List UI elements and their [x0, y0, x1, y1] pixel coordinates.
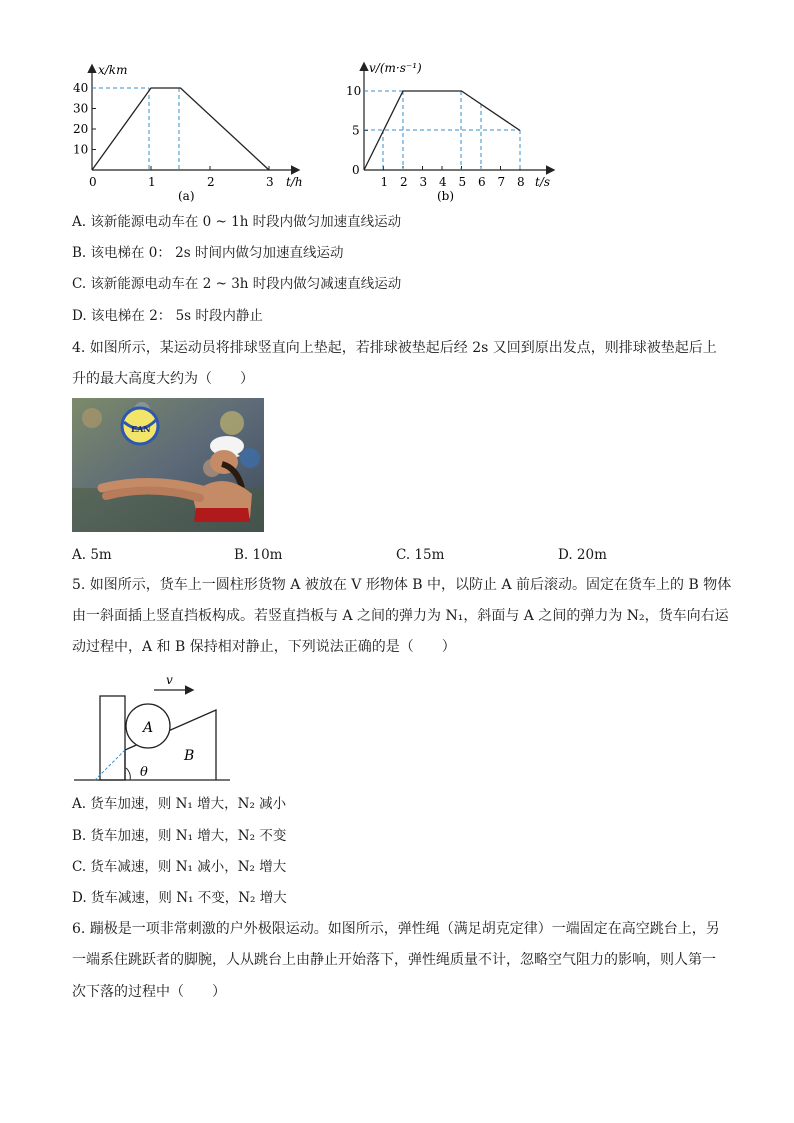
graph-a-ytick-label: 20 [73, 122, 89, 136]
graph-b-caption: (b) [437, 189, 455, 203]
label-a: A [143, 720, 154, 736]
graph-a-xtick-label: 0 [89, 175, 97, 189]
graph-b-xtick-label: 5 [458, 175, 467, 189]
q4-option-d: D. 20m [558, 547, 607, 563]
q4-stem-line2: 升的最大高度大约为（ ） [72, 371, 254, 387]
graph-b-ytick-label: 10 [346, 84, 362, 98]
graph-a-x-label: t/h [286, 175, 303, 189]
q6-stem-line3: 次下落的过程中（ ） [72, 984, 226, 1000]
graph-a-xtick-label: 2 [207, 175, 215, 189]
q4-option-c: C. 15m [396, 547, 445, 563]
graph-a-xtick-label: 3 [266, 175, 274, 189]
q4-option-b: B. 10m [234, 547, 283, 563]
graph-b-ytick-label: 5 [352, 123, 360, 138]
q3-option-b: B. 该电梯在 0： 2s 时间内做匀加速直线运动 [72, 245, 344, 261]
q3-option-d: D. 该电梯在 2： 5s 时段内静止 [72, 308, 263, 324]
graph-b-xtick-label: 1 [380, 175, 389, 189]
graph-b-x-label: t/s [535, 175, 551, 189]
q5-option-c: C. 货车减速，则 N₁ 减小，N₂ 增大 [72, 859, 287, 875]
graph-a-ytick-label: 10 [73, 142, 89, 157]
q5-option-b: B. 货车加速，则 N₁ 增大，N₂ 不变 [72, 828, 287, 844]
truck-cargo-figure [70, 668, 240, 786]
graph-a-xtick-label: 1 [148, 175, 156, 189]
volleyball-photo [72, 398, 264, 532]
graph-a [60, 58, 310, 208]
theta-arc [126, 768, 130, 780]
q5-stem-line3: 动过程中，A 和 B 保持相对静止，下列说法正确的是（ ） [72, 639, 456, 655]
graph-b-xtick-label: 3 [419, 175, 428, 189]
graph-b-xtick-label: 8 [517, 175, 525, 189]
q4-stem-line1: 4. 如图所示，某运动员将排球竖直向上垫起，若排球被垫起后经 2s 又回到原出发点，则排球被垫起后上 [72, 340, 717, 356]
graph-a-caption: (a) [178, 189, 195, 203]
q3-option-a: A. 该新能源电动车在 0 ~ 1h 时段内做匀加速直线运动 [72, 214, 402, 230]
label-b: B [184, 748, 195, 764]
vertical-board [100, 696, 125, 780]
graph-b-xtick-label: 6 [478, 175, 486, 189]
graph-b-ytick-label: 0 [352, 163, 360, 177]
graph-b-xtick-label: 4 [439, 175, 447, 189]
q5-stem-line2: 由一斜面插上竖直挡板构成。若竖直挡板与 A 之间的弹力为 N₁，斜面与 A 之间的弹力为 N₂，货车向右运 [72, 608, 729, 624]
ball-text: EAN [131, 424, 151, 434]
graph-a-curve [92, 88, 269, 170]
q3-option-c: C. 该新能源电动车在 2 ~ 3h 时段内做匀减速直线运动 [72, 276, 402, 292]
graph-b-y-label: v/(m·s⁻¹) [369, 61, 422, 75]
q5-option-d: D. 货车减速，则 N₁ 不变，N₂ 增大 [72, 890, 287, 906]
q5-option-a: A. 货车加速，则 N₁ 增大，N₂ 减小 [72, 796, 287, 812]
q5-stem-line1: 5. 如图所示，货车上一圆柱形货物 A 被放在 V 形物体 B 中，以防止 A 前后滚动。固定在货车上的 B 物体 [72, 577, 732, 593]
graph-a-y-label: x/km [98, 63, 128, 77]
graph-b-xtick-label: 7 [497, 175, 506, 189]
graph-b-xtick-label: 2 [400, 175, 408, 189]
graph-a-ytick-label: 30 [73, 101, 89, 116]
graph-a-ytick-label: 40 [73, 81, 89, 95]
graph-b [335, 58, 565, 208]
theta-label: θ [140, 765, 148, 780]
q6-stem-line2: 一端系住跳跃者的脚腕，人从跳台上由静止开始落下，弹性绳质量不计，忽略空气阻力的影响，则人第一 [72, 952, 716, 968]
q6-stem-line1: 6. 蹦极是一项非常刺激的户外极限运动。如图所示，弹性绳（满足胡克定律）一端固定在高空跳台上，另 [72, 921, 720, 937]
velocity-label: v [166, 673, 173, 687]
q4-option-a: A. 5m [72, 547, 112, 563]
